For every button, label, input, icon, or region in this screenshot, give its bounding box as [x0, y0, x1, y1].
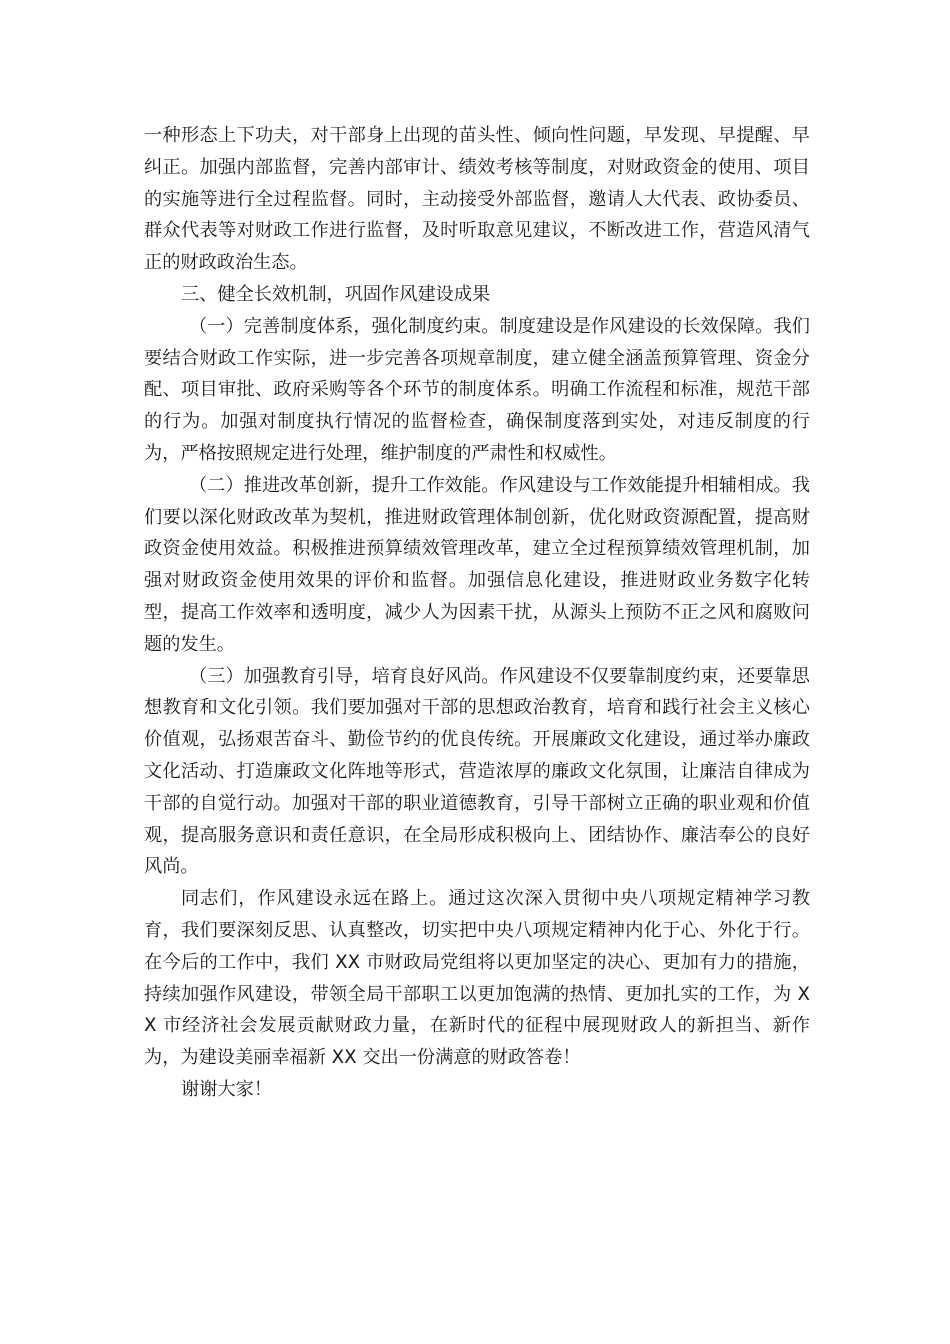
section-heading-long-term-mechanism: 三、健全长效机制，巩固作风建设成果	[181, 283, 491, 305]
paragraph-supervision-continued: 一种形态上下功夫，对干部身上出现的苗头性、倾向性问题，早发现、早提醒、早纠正。加强内部监督，完善内部审计、绩效考核等制度，对财政资金的使用、项目的实施等进行全过程监督。同时，主动接受外部监督，邀请人大代表、政协委员、群众代表等对财政工作进行监督，及时听取意见建议，不断改进工作，营造风清气正的财政政治生态。	[144, 125, 810, 274]
document-body	[144, 120, 810, 1106]
paragraph-education-guidance: （三）加强教育引导，培育良好风尚。作风建设不仅要靠制度约束，还要靠思想教育和文化引领。我们要加强对干部的思想政治教育，培育和践行社会主义核心价值观，弘扬艰苦奋斗、勤俭节约的优良传统。开展廉政文化建设，通过举办廉政文化活动、打造廉政文化阵地等形式，营造浓厚的廉政文化氛围，让廉洁自律成为干部的自觉行动。加强对干部的职业道德教育，引导干部树立正确的职业观和价值观，提高服务意识和责任意识，在全局形成积极向上、团结协作、廉洁奉公的良好风尚。	[144, 665, 810, 878]
paragraph-institution-system: （一）完善制度体系，强化制度约束。制度建设是作风建设的长效保障。我们要结合财政工作实际，进一步完善各项规章制度，建立健全涵盖预算管理、资金分配、项目审批、政府采购等各个环节的制度体系。明确工作流程和标准，规范干部的行为。加强对制度执行情况的监督检查，确保制度落到实处，对违反制度的行为，严格按照规定进行处理，维护制度的严肃性和权威性。	[144, 315, 810, 464]
paragraph-reform-innovation: （二）推进改革创新，提升工作效能。作风建设与工作效能提升相辅相成。我们要以深化财政改革为契机，推进财政管理体制创新，优化财政资源配置，提高财政资金使用效益。积极推进预算绩效管理改革，建立全过程预算绩效管理机制，加强对财政资金使用效果的评价和监督。加强信息化建设，推进财政业务数字化转型，提高工作效率和透明度，减少人为因素干扰，从源头上预防不正之风和腐败问题的发生。	[144, 474, 810, 655]
paragraph-closing-remarks: 同志们，作风建设永远在路上。通过这次深入贯彻中央八项规定精神学习教育，我们要深刻反思、认真整改，切实把中央八项规定精神内化于心、外化于行。在今后的工作中，我们 XX 市财政局党组将以更加坚定的决心、更加有力的措施，持续加强作风建设，带领全局干部职工以更加饱满的热情、更加扎实的工作，为 XX 市经济社会发展贡献财政力量，在新时代的征程中展现财政人的新担当、新作为，为建设美丽幸福新 XX 交出一份满意的财政答卷！	[144, 888, 810, 1069]
paragraph-thanks: 谢谢大家！	[181, 1078, 272, 1100]
